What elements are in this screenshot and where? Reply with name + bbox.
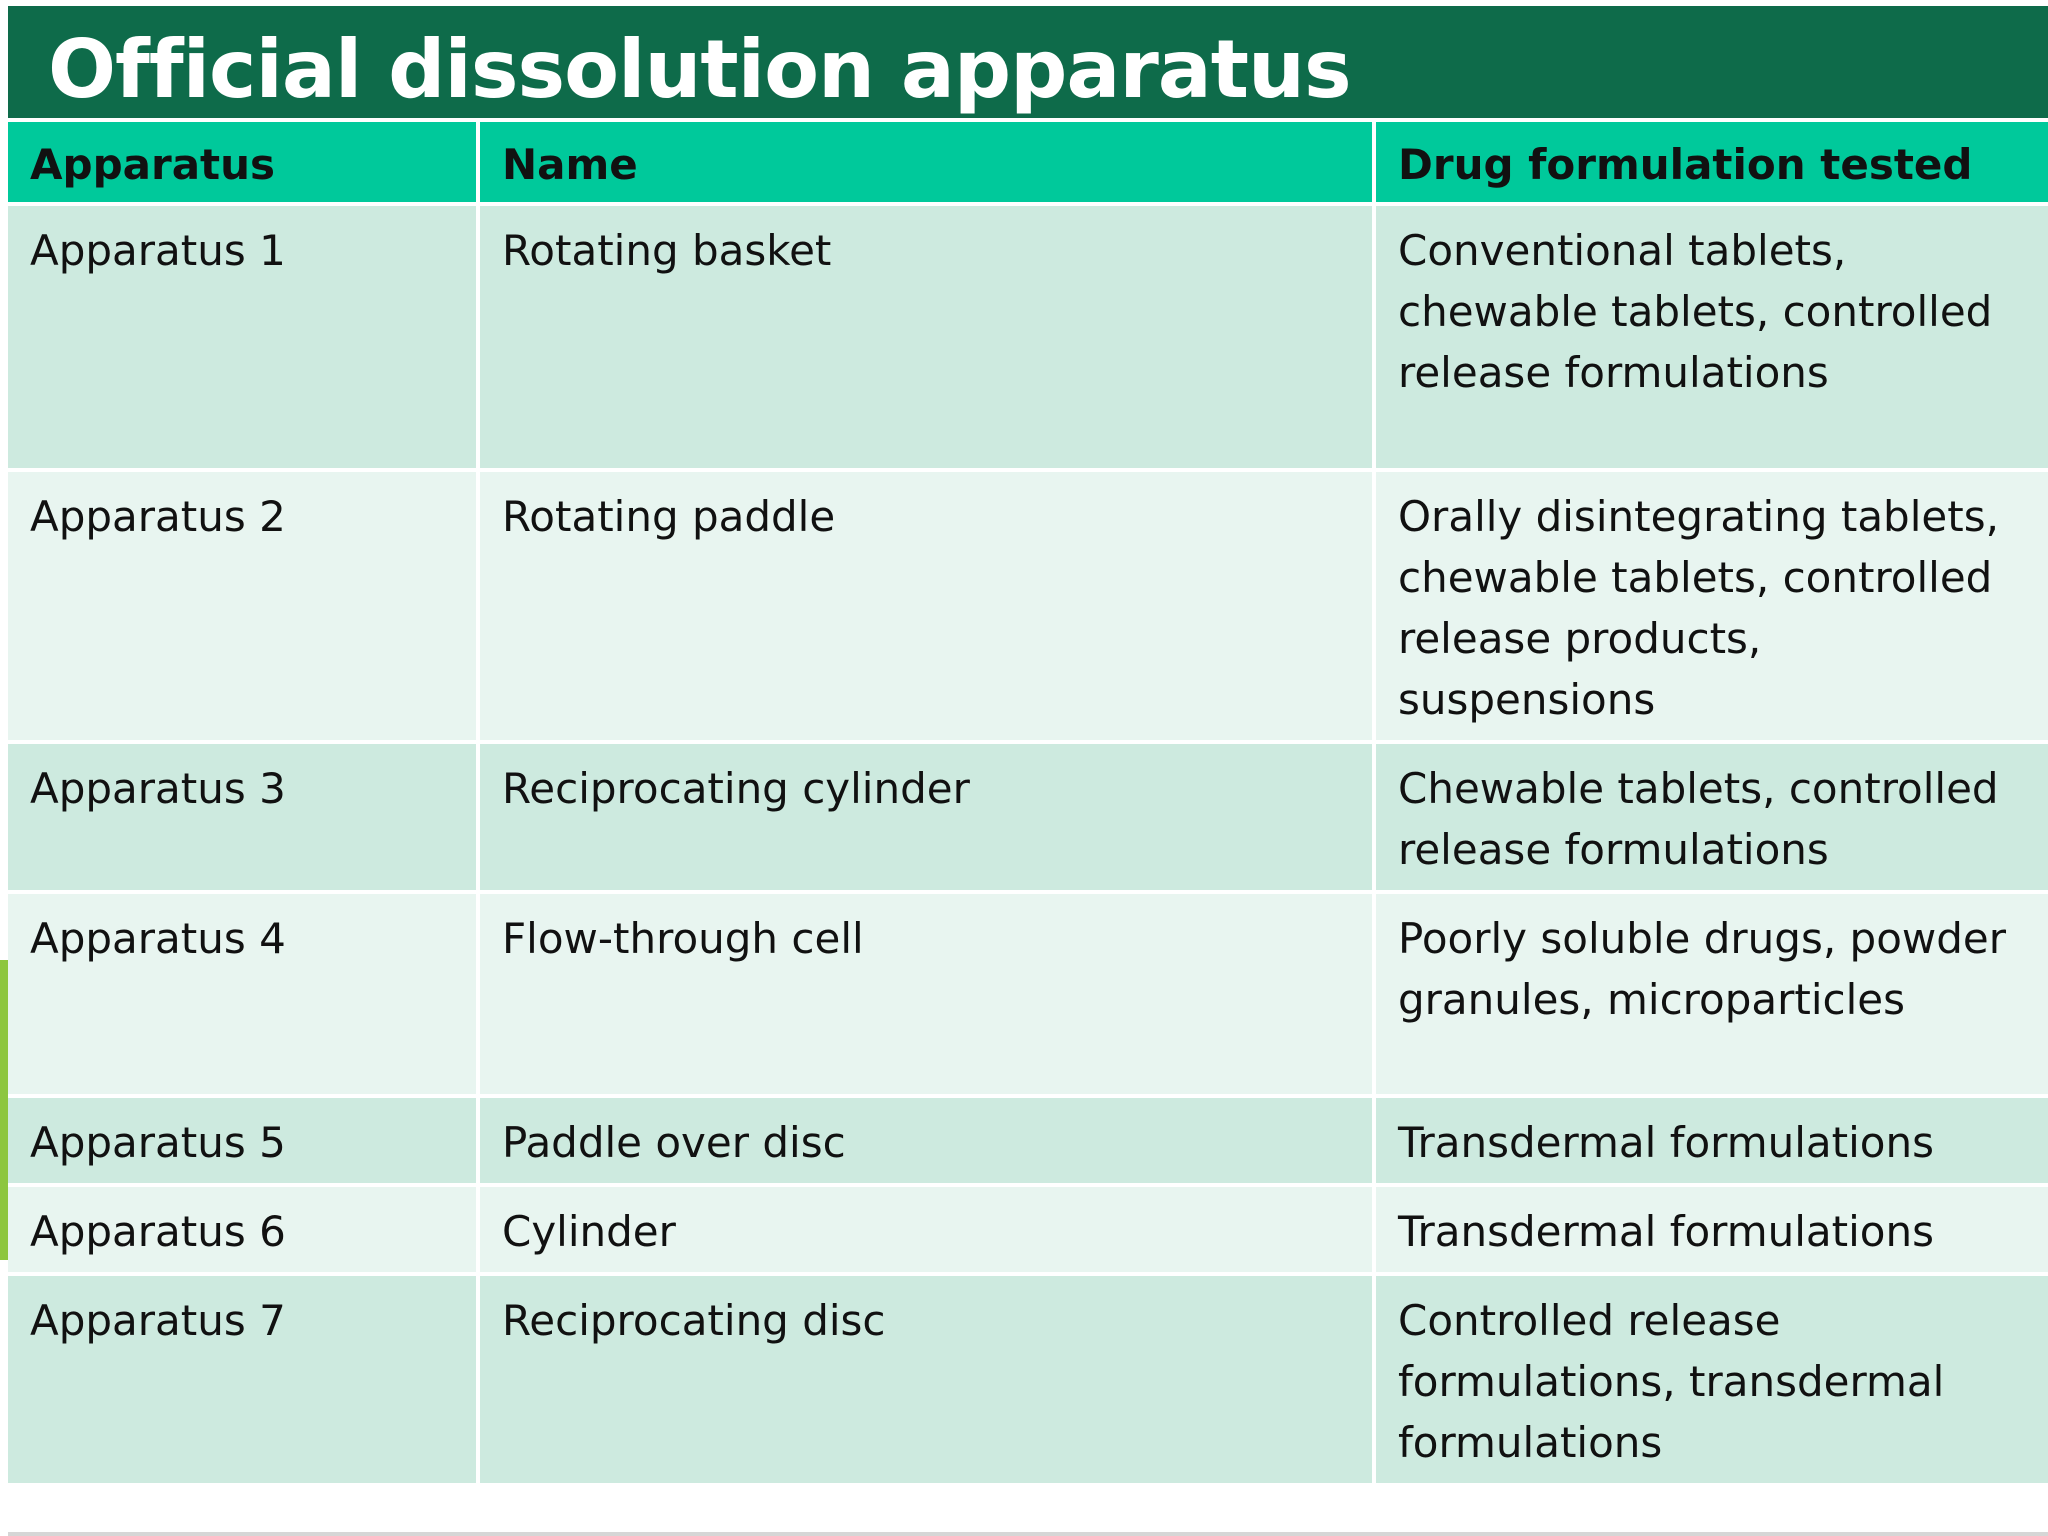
- table-row: [8, 894, 2048, 1098]
- name-cell: Reciprocating disc: [480, 1276, 1376, 1487]
- apparatus-cell: Apparatus 7: [8, 1276, 480, 1487]
- apparatus-cell: Apparatus 1: [8, 206, 480, 472]
- apparatus-cell: Apparatus 5: [8, 1098, 480, 1187]
- column-header-name: Name: [480, 122, 1376, 206]
- apparatus-cell: Apparatus 3: [8, 744, 480, 894]
- name-cell: Reciprocating cylinder: [480, 744, 1376, 894]
- apparatus-cell: Apparatus 2: [8, 472, 480, 744]
- table-row: [8, 1187, 2048, 1276]
- apparatus-table: [8, 122, 2048, 1487]
- name-cell: Rotating basket: [480, 206, 1376, 472]
- formulation-cell: Controlled release formulations, transdermal formulations: [1376, 1276, 2048, 1487]
- formulation-cell: Poorly soluble drugs, powder granules, microparticles: [1376, 894, 2048, 1098]
- formulation-cell: Orally disintegrating tablets, chewable tablets, controlled release products, suspensions: [1376, 472, 2048, 744]
- table-row: [8, 1276, 2048, 1487]
- formulation-cell: Conventional tablets, chewable tablets, controlled release formulations: [1376, 206, 2048, 472]
- column-header-formulation: Drug formulation tested: [1376, 122, 2048, 206]
- name-cell: Paddle over disc: [480, 1098, 1376, 1187]
- table-row: [8, 1098, 2048, 1187]
- name-cell: Flow-through cell: [480, 894, 1376, 1098]
- table-row: [8, 472, 2048, 744]
- formulation-cell: Transdermal formulations: [1376, 1187, 2048, 1276]
- apparatus-cell: Apparatus 4: [8, 894, 480, 1098]
- title-bar: [8, 6, 2048, 118]
- formulation-cell: Transdermal formulations: [1376, 1098, 2048, 1187]
- name-cell: Cylinder: [480, 1187, 1376, 1276]
- bottom-divider: [8, 1532, 2048, 1536]
- table-row: [8, 744, 2048, 894]
- header-row: [8, 122, 2048, 206]
- formulation-cell: Chewable tablets, controlled release formulations: [1376, 744, 2048, 894]
- slide-title: Official dissolution apparatus: [48, 23, 1351, 116]
- left-accent-bar: [0, 960, 8, 1260]
- table-row: [8, 206, 2048, 472]
- name-cell: Rotating paddle: [480, 472, 1376, 744]
- column-header-apparatus: Apparatus: [8, 122, 480, 206]
- apparatus-cell: Apparatus 6: [8, 1187, 480, 1276]
